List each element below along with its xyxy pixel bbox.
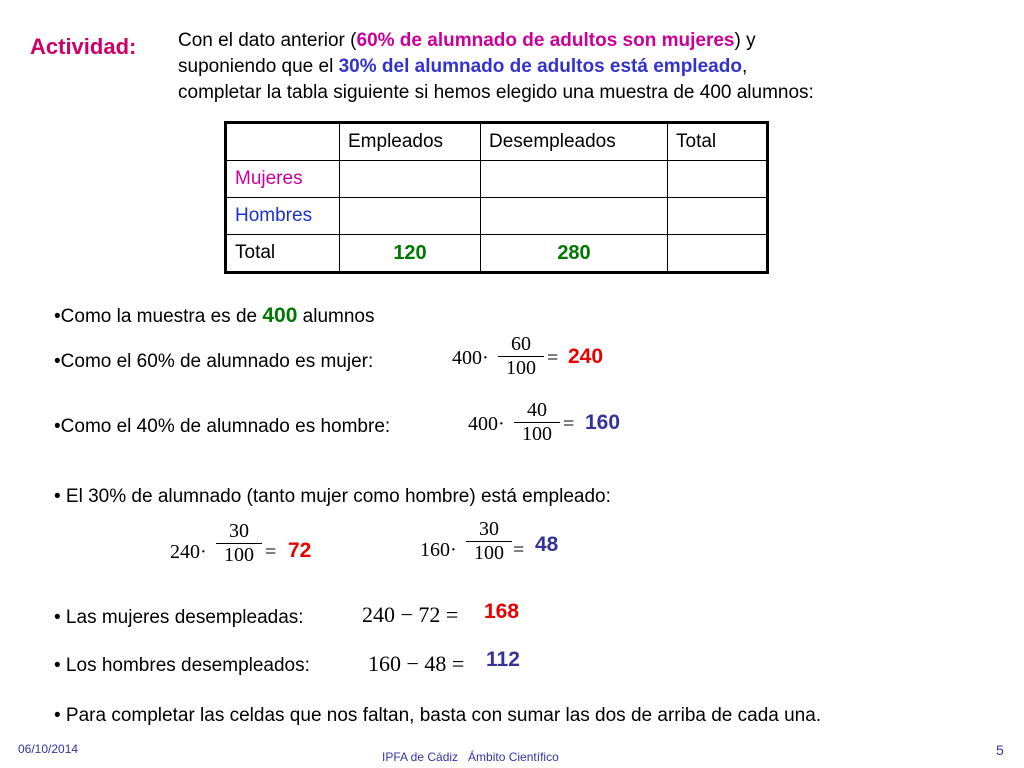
table-cell bbox=[481, 161, 668, 198]
bullet-mujeres-desempleadas: • Las mujeres desempleadas: bbox=[54, 607, 304, 628]
row-label-hombres: Hombres bbox=[226, 198, 340, 235]
table-cell bbox=[668, 161, 768, 198]
fraction-numerator: 30 bbox=[229, 520, 249, 542]
table-cell bbox=[340, 161, 481, 198]
math-equals: = bbox=[265, 541, 277, 563]
bullet-text: alumnos bbox=[297, 306, 375, 327]
bullet-muestra bbox=[54, 304, 375, 328]
intro-text bbox=[178, 28, 978, 106]
table-row bbox=[226, 235, 768, 273]
table-header-cell: Desempleados bbox=[481, 123, 668, 161]
highlight-mujeres: 60% de alumnado de adultos son mujeres bbox=[356, 30, 735, 51]
highlight-empleado: 30% del alumnado de adultos está empleado bbox=[338, 56, 742, 77]
fraction-denominator: 100 bbox=[522, 423, 552, 445]
intro-part: suponiendo que el bbox=[178, 56, 339, 77]
math-lhs: 240· bbox=[170, 541, 207, 563]
result-48: 48 bbox=[535, 533, 559, 556]
fraction-denominator: 100 bbox=[224, 544, 254, 566]
table-cell-total-desempleados: 280 bbox=[481, 235, 668, 273]
table-cell bbox=[340, 198, 481, 235]
intro-part: completar la tabla siguiente si hemos elegido una muestra de 400 alumnos: bbox=[178, 82, 814, 103]
math-lhs: 400· bbox=[468, 413, 505, 435]
row-label-mujeres: Mujeres bbox=[226, 161, 340, 198]
slide-title: Actividad: bbox=[30, 34, 137, 59]
intro-part: ) y bbox=[734, 30, 756, 51]
data-table bbox=[224, 121, 769, 274]
muestra-value: 400 bbox=[262, 304, 298, 327]
fraction-numerator: 30 bbox=[479, 518, 499, 540]
intro-part: Con el dato anterior ( bbox=[178, 30, 357, 51]
result-168: 168 bbox=[484, 600, 520, 623]
math-lhs: 400· bbox=[452, 347, 489, 369]
table-header-row bbox=[226, 123, 768, 161]
bullet-empleado: • El 30% de alumnado (tanto mujer como hombre) está empleado: bbox=[54, 486, 611, 507]
table-header-cell: Empleados bbox=[340, 123, 481, 161]
table-row bbox=[226, 161, 768, 198]
table-cell-total-empleados: 120 bbox=[340, 235, 481, 273]
math-expr: 160 − 48 = bbox=[368, 651, 465, 676]
result-160: 160 bbox=[585, 411, 621, 434]
math-equals: = bbox=[513, 539, 525, 561]
math-equals: = bbox=[563, 413, 575, 435]
fraction-40-100 bbox=[514, 399, 560, 446]
intro-part: , bbox=[741, 56, 748, 77]
fraction-denominator: 100 bbox=[474, 542, 504, 564]
table-row bbox=[226, 198, 768, 235]
math-equals: = bbox=[547, 347, 559, 369]
footer-date: 06/10/2014 bbox=[18, 742, 79, 756]
row-label-total: Total bbox=[226, 235, 340, 273]
bullet-text: •Como la muestra es de bbox=[54, 306, 263, 327]
fraction-denominator: 100 bbox=[506, 357, 536, 379]
table-cell bbox=[668, 198, 768, 235]
math-lhs: 160· bbox=[420, 539, 457, 561]
result-240: 240 bbox=[568, 345, 604, 368]
math-expr: 240 − 72 = bbox=[362, 602, 459, 627]
bullet-hombre: •Como el 40% de alumnado es hombre: bbox=[54, 416, 391, 437]
table-cell bbox=[668, 235, 768, 273]
table-header-cell: Total bbox=[668, 123, 768, 161]
table-cell bbox=[481, 198, 668, 235]
footer-center: IPFA de Cádiz Ámbito Científico bbox=[382, 750, 559, 764]
fraction-30-100 bbox=[466, 518, 512, 565]
result-72: 72 bbox=[288, 539, 312, 562]
fraction-60-100 bbox=[498, 333, 544, 380]
fraction-30-100 bbox=[216, 520, 262, 567]
fraction-numerator: 60 bbox=[511, 333, 531, 355]
bullet-mujer: •Como el 60% de alumnado es mujer: bbox=[54, 351, 374, 372]
footer-page-number: 5 bbox=[996, 742, 1004, 758]
bullet-completar: • Para completar las celdas que nos faltan, basta con sumar las dos de arriba de cada una. bbox=[54, 705, 822, 726]
fraction-numerator: 40 bbox=[527, 399, 547, 421]
bullet-hombres-desempleados: • Los hombres desempleados: bbox=[54, 655, 310, 676]
result-112: 112 bbox=[486, 648, 520, 671]
table-header-cell bbox=[226, 123, 340, 161]
